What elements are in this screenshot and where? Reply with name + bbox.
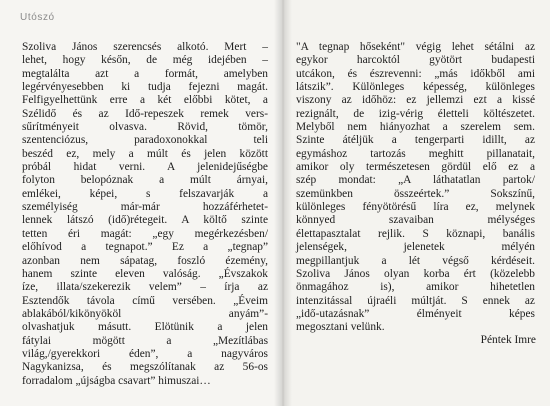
text-line: Nagykanizsa, és megszólítanak az 56-os [22, 361, 268, 374]
text-line: tetten éri magát: „egy megérkezésben/ [22, 227, 268, 240]
text-line: önmagához is), amikor hihetetlen [296, 281, 535, 294]
text-line: legérvényesebben ki tudja fejezni magát. [22, 81, 268, 94]
section-header: Utószó [20, 12, 55, 23]
text-line: Szélidő és az Idő-repeszek remek vers- [22, 107, 268, 120]
text-line: szentenciózus, paradoxonokkal teli [22, 134, 268, 147]
text-line: „idő-utazásnak” élményeit képes [296, 307, 535, 320]
text-line: megtalálta azt a formát, amelyben [22, 67, 268, 80]
text-line: hanem szinte eleven valóság. „Évszakok [22, 267, 268, 280]
text-line: Esztendők távola című versében. „Éveim [22, 294, 268, 307]
text-line: lehet, hogy későn, de még idejében – [22, 54, 268, 67]
book-gutter [274, 0, 292, 406]
text-line: személyiség már-már hozzáférhetet- [22, 201, 268, 214]
text-line: élettapasztalat rejlik. S köznapi, banális [296, 227, 535, 240]
text-line: Szoliva János szerencsés alkotó. Mert – [22, 41, 268, 53]
text-line: ablakából/kikönyököl anyám”- [22, 307, 268, 320]
text-line: íze, illata/szekerezik velem” – írja az [22, 281, 268, 294]
text-line: megosztani velünk. [296, 321, 385, 334]
text-line: megpillantjuk a lét végső kérdéseit. [296, 254, 535, 267]
text-line: különleges fényötörésű líra ez, melynek [296, 201, 535, 214]
text-line: olvashatjuk másutt. Elötünik a jelen [22, 321, 268, 334]
text-line: egymáshoz tartozás meghitt pillanatait, [296, 147, 535, 160]
text-line: amikor oly természetesen gördül elő ez a [296, 161, 535, 174]
text-line: azonban nem sápatag, foszló ézemény, [22, 254, 268, 267]
text-line: intenzitással újraéli múltját. S ennek az [296, 294, 535, 307]
text-line: rezignált, de izig-vérig életteli költészetet. [296, 107, 535, 120]
text-line: "A tegnap hőseként" végig lehet sétálni az [296, 41, 535, 53]
text-line: Felfigyelhettünk erre a két előbbi kötet, a [22, 94, 268, 107]
text-line: utcákon, és észrevenni: „más időkből ami [296, 67, 535, 80]
text-line: világ,/gyerekkori éden”, a nagyváros [22, 347, 268, 360]
text-line: látszik”. Különleges képesség, különleges [296, 81, 535, 94]
text-line: viszony az időhöz: ez jellemzi ezt a kissé [296, 94, 535, 107]
author-signature: Péntek Imre [480, 334, 536, 346]
text-line: fátylai mögött a „Mezítlábas [22, 334, 268, 347]
text-line: próbál hidat verni. A jelenidejűségbe [22, 161, 268, 174]
text-line: könnyed szavaiban mélységes [296, 214, 535, 227]
text-line: egykor harcoktól gyötört budapesti [296, 54, 535, 67]
text-line: emlékei, képei, s felszavarják a [22, 187, 268, 200]
text-line: folyton belopóznak a múlt árnyai, [22, 174, 268, 187]
text-line: előhívod a tegnapot.” Ez a „tegnap” [22, 241, 268, 254]
text-line: Melyből nem hiányozhat a szerelem sem. [296, 121, 535, 134]
text-line: beszéd ez, mely a múlt és jelen között [22, 147, 268, 160]
right-page-text [296, 41, 535, 335]
text-line: jelenségek, jelenetek mélyén [296, 241, 535, 254]
text-line: sűrítményeit olvasva. Rövid, tömör, [22, 121, 268, 134]
right-page [282, 0, 550, 406]
text-line: Szinte átéljük a tengerparti idillt, az [296, 134, 535, 147]
text-line: forradalom „újságba csavart” himuszai… [22, 374, 211, 387]
text-line: szemünkben összeértek.” Sokszínű, [296, 187, 535, 200]
text-line: szép mondat: „A láthatatlan partok/ [296, 174, 535, 187]
text-line: lennek látszó (idő)rétegeit. A költő szinte [22, 214, 268, 227]
text-line: Szoliva János olyan korba ért (közelebb [296, 267, 535, 280]
left-page-text [22, 41, 268, 388]
